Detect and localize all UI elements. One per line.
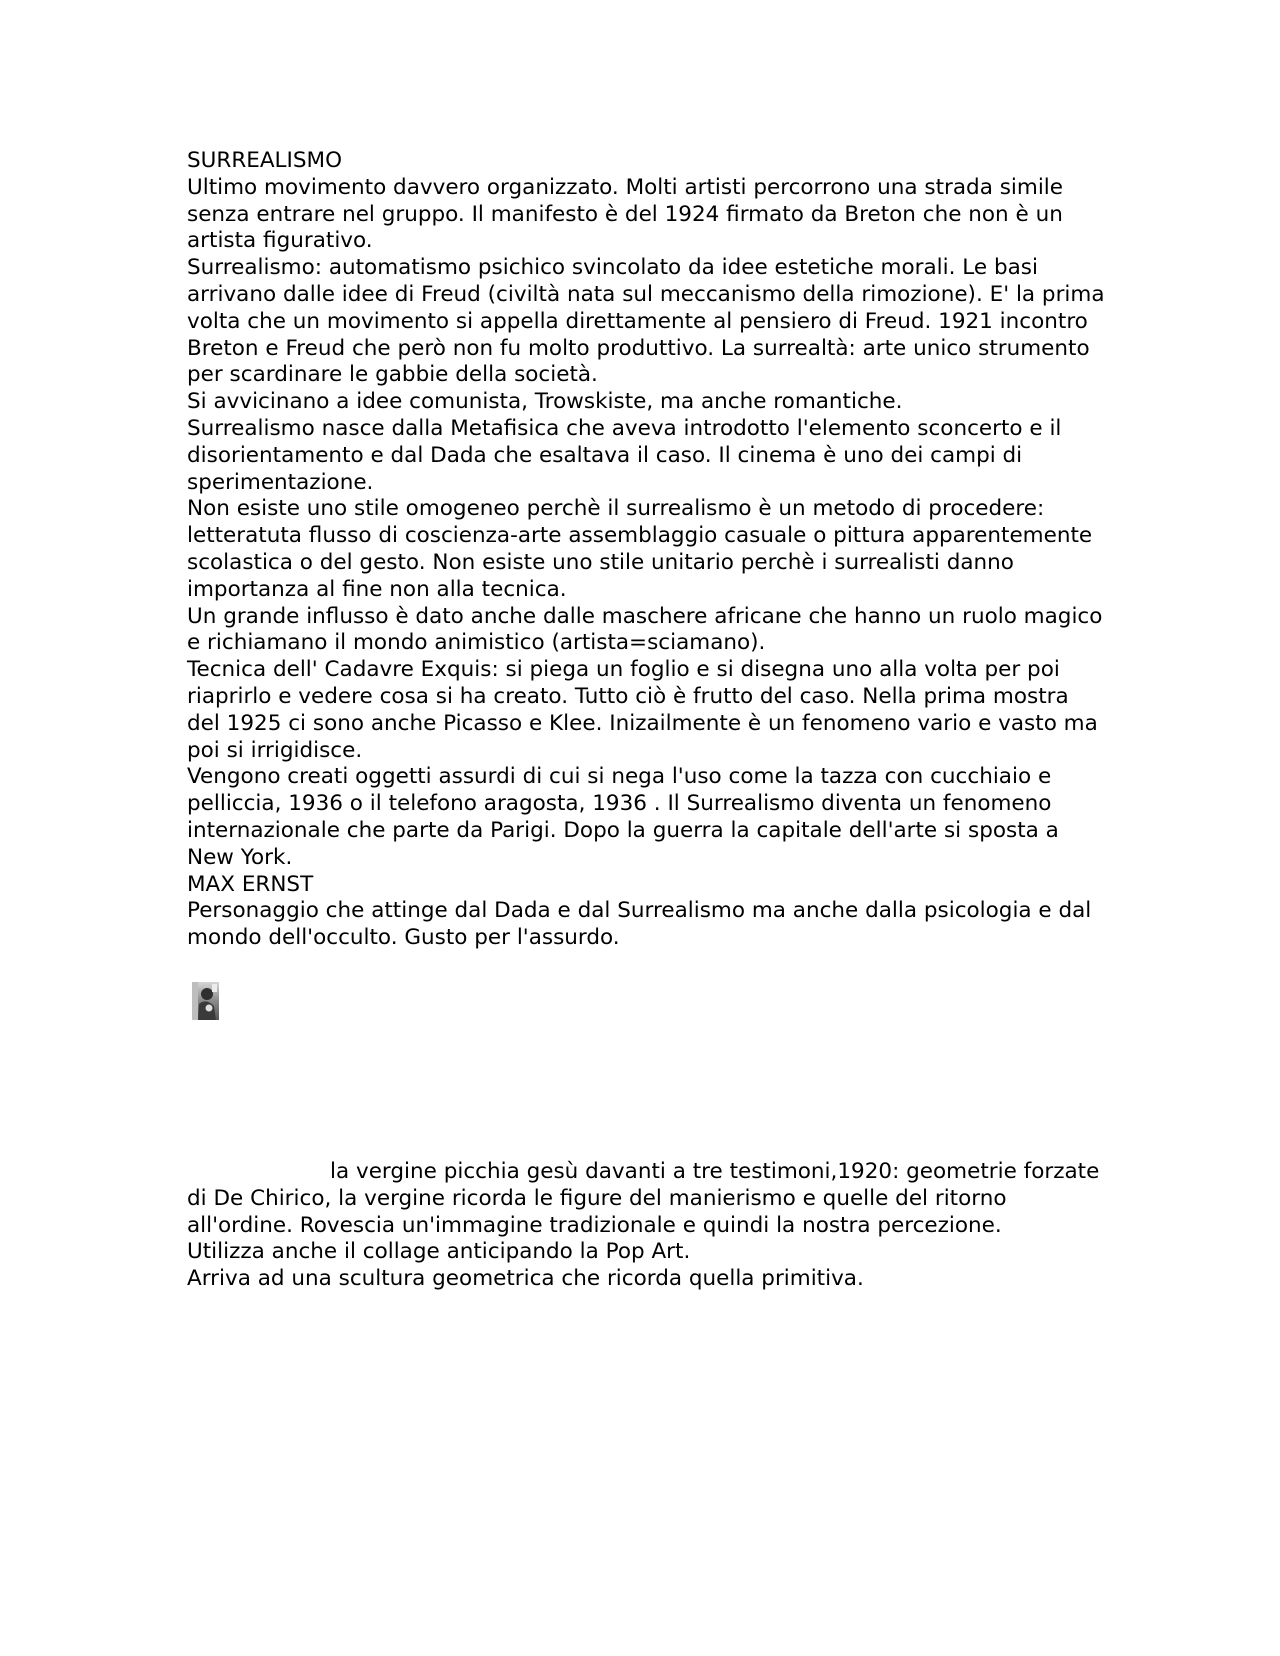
artwork-caption: la vergine picchia gesù davanti a tre testimoni,1920: geometrie forzate di De Chirico, la vergine ricorda le figure del manierismo e quelle del ritorno all'ordine. Rovescia un'immagine tradizionale e quindi la nostra percezione. [187, 1159, 1100, 1238]
paragraph: Si avvicinano a idee comunista, Trowskiste, ma anche romantiche. [187, 389, 903, 415]
paragraph: Non esiste uno stile omogeneo perchè il surrealismo è un metodo di procedere: letteratuta flusso di coscienza-arte assemblaggio casuale o pittura apparentemente scolastica o del gesto. Non esiste uno stile unitario perchè i surrealisti danno importanza al fine non alla tecnica. [187, 496, 1093, 602]
paragraph: Surrealismo: automatismo psichico svincolato da idee estetiche morali. Le basi arrivano dalle idee di Freud (civiltà nata sul meccanismo della rimozione). E' la prima volta che un movimento si appella direttamente al pensiero di Freud. 1921 incontro Breton e Freud che però non fu molto produttivo. La surrealtà: arte unico strumento per scardinare le gabbie della società. [187, 255, 1105, 388]
paragraph: Ultimo movimento davvero organizzato. Molti artisti percorrono una strada simile senza entrare nel gruppo. Il manifesto è del 1924 firmato da Breton che non è un artista figurativo. [187, 174, 1064, 254]
paragraph: Vengono creati oggetti assurdi di cui si nega l'uso come la tazza con cucchiaio e pelliccia, 1936 o il telefono aragosta, 1936 . Il Surrealismo diventa un fenomeno internazionale che parte da Parigi. Dopo la guerra la capitale dell'arte si sposta a New York. [187, 764, 1059, 870]
paragraph: Un grande influsso è dato anche dalle maschere africane che hanno un ruolo magico e richiamano il mondo animistico (artista=sciamano). [187, 603, 1103, 656]
paragraph: Arriva ad una scultura geometrica che ricorda quella primitiva. [187, 1266, 864, 1292]
document-title: SURREALISMO [187, 148, 342, 173]
paragraph: Surrealismo nasce dalla Metafisica che aveva introdotto l'elemento sconcerto e il disorientamento e dal Dada che esaltava il caso. Il cinema è uno dei campi di sperimentazione. [187, 415, 1062, 495]
paragraph: Tecnica dell' Cadavre Exquis: si piega un foglio e si disegna uno alla volta per poi riaprirlo e vedere cosa si ha creato. Tutto ciò è frutto del caso. Nella prima mostra del 1925 ci sono anche Picasso e Klee. Inizailmente è un fenomeno vario e vasto ma poi si irrigidisce. [187, 657, 1098, 763]
paragraph: Personaggio che attinge dal Dada e dal Surrealismo ma anche dalla psicologia e dal mondo dell'occulto. Gusto per l'assurdo. [187, 898, 1092, 951]
section-heading: MAX ERNST [187, 871, 314, 897]
artwork-thumbnail [192, 982, 219, 1020]
text-block-top [187, 148, 1107, 952]
paragraph: Utilizza anche il collage anticipando la Pop Art. [187, 1239, 691, 1265]
text-block-bottom [187, 1159, 1107, 1293]
